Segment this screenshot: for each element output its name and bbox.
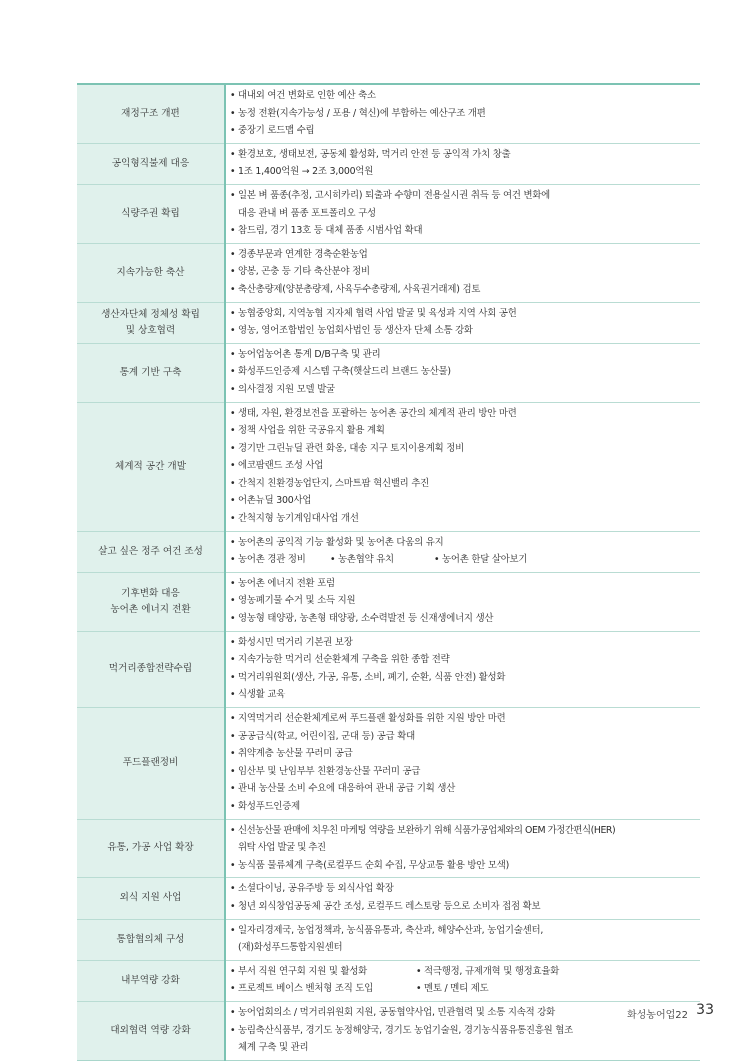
bullet-item: • 취약계층 농산물 꾸러미 공급 — [230, 748, 353, 760]
table-row — [77, 708, 700, 820]
bullet-item: • 영농형 태양광, 농촌형 태양광, 소수력발전 등 신재생에너지 생산 — [230, 613, 494, 625]
row-category: 기후변화 대응 농어촌 에너지 전환 — [77, 572, 225, 631]
bullet-item: • 경종부문과 연계한 경축순환농업 — [230, 248, 368, 260]
table-row — [77, 84, 700, 143]
bullet-item: • 어촌뉴딜 300사업 — [230, 495, 312, 507]
bullet-item: • 농어촌 경관 정비 — [230, 554, 306, 566]
bullet-item: • 화성시민 먹거리 기본권 보장 — [230, 636, 353, 648]
bullet-item: • 생태, 자원, 환경보전을 포괄하는 농어촌 공간의 체계적 관리 방안 마련 — [230, 407, 517, 419]
bullet-item: • 먹거리위원회(생산, 가공, 유통, 소비, 폐기, 순환, 식품 안전) 활성화 — [230, 671, 506, 683]
row-category: 외식 지원 사업 — [77, 878, 225, 919]
bullet-item: • 농촌협약 유치 — [330, 554, 394, 566]
bullet-item: • 중장기 로드맵 수립 — [230, 125, 315, 137]
table-row — [77, 402, 700, 531]
table-row — [77, 184, 700, 243]
bullet-item: • 간척지 친환경농업단지, 스마트팜 혁신밸리 추진 — [230, 477, 430, 489]
table-row — [77, 243, 700, 302]
bullet-item: • 농어촌 에너지 전환 포럼 — [230, 577, 335, 589]
bullet-item: • 농어촌 한달 살아보기 — [434, 554, 528, 566]
bullet-item: • 농어업회의소 / 먹거리위원회 지원, 공동협약사업, 민관협력 및 소통 지속적 강화 — [230, 1006, 555, 1018]
table-row — [77, 960, 700, 1001]
bullet-item: • 1조 1,400억원 → 2조 3,000억원 — [230, 166, 374, 178]
bullet-item: • 관내 농산물 소비 수요에 대응하여 관내 공급 기획 생산 — [230, 783, 456, 795]
bullet-item: • 농림축산식품부, 경기도 농정해양국, 경기도 농업기술원, 경기농식품유통진흥원 협조 체계 구축 및 관리 — [230, 1024, 573, 1054]
table-row — [77, 572, 700, 631]
table-row — [77, 819, 700, 878]
bullet-item: • 지속가능한 먹거리 선순환체계 구축을 위한 종합 전략 — [230, 654, 450, 666]
bullet-item: • 프로젝트 베이스 벤처형 조직 도입 — [230, 983, 374, 995]
bullet-item: • 대내외 여건 변화로 인한 예산 축소 — [230, 90, 376, 101]
table-row — [77, 1001, 700, 1060]
bullet-item: • 간척지형 농기계임대사업 개선 — [230, 513, 359, 525]
row-category: 통계 기반 구축 — [77, 343, 225, 402]
table-row — [77, 531, 700, 572]
bullet-item: • 부서 직원 연구회 지원 및 활성화 — [230, 965, 368, 977]
table-row — [77, 631, 700, 707]
page-number: 33 — [696, 1002, 714, 1018]
row-category: 통합협의체 구성 — [77, 919, 225, 960]
bullet-item: • 소셜다이닝, 공유주방 등 외식사업 확장 — [230, 883, 394, 895]
bullet-item: • 적극행정, 규제개혁 및 행정효율화 — [416, 965, 560, 977]
bullet-item: • 공공급식(학교, 어린이집, 군대 등) 공급 확대 — [230, 730, 415, 742]
bullet-item: • 멘토 / 멘티 제도 — [416, 983, 489, 995]
table-row — [77, 343, 700, 402]
row-category: 체계적 공간 개발 — [77, 402, 225, 531]
row-category: 유통, 가공 사업 확장 — [77, 819, 225, 878]
bullet-item: • 영농폐기물 수거 및 소득 지원 — [230, 595, 356, 607]
bullet-item: • 축산총량제(양분총량제, 사육두수총량제, 사육권거래제) 검토 — [230, 283, 481, 295]
bullet-item: • 경기만 그린뉴딜 관련 화옹, 대송 지구 토지이용계획 정비 — [230, 442, 464, 454]
row-category: 살고 싶은 정주 여건 조성 — [77, 531, 225, 572]
row-category: 먹거리종합전략수립 — [77, 631, 225, 707]
bullet-item: • 에코팜랜드 조성 사업 — [230, 460, 324, 472]
bullet-item: • 청년 외식창업공동체 공간 조성, 로컬푸드 레스토랑 등으로 소비자 접점 확보 — [230, 900, 541, 912]
bullet-item: • 식생활 교육 — [230, 689, 286, 701]
bullet-item: • 일자리경제국, 농업정책과, 농식품유통과, 축산과, 해양수산과, 농업기술센터, (재)화성푸드통합지원센터 — [230, 924, 544, 954]
row-category: 재정구조 개편 — [77, 84, 225, 143]
bullet-item: • 농어업농어촌 통계 D/B구축 및 관리 — [230, 348, 381, 360]
bullet-item: • 정책 사업을 위한 국공유지 활용 계획 — [230, 425, 385, 437]
bullet-item: • 농협중앙회, 지역농협 지자체 협력 사업 발굴 및 육성과 지역 사회 공헌 — [230, 307, 517, 319]
bullet-item: • 일본 벼 품종(추정, 고시히카리) 퇴출과 수향미 전용실시권 취득 등 여건 변화에 대응 관내 벼 품종 포트폴리오 구성 — [230, 189, 551, 219]
row-category: 생산자단체 정체성 확립 및 상호협력 — [77, 302, 225, 343]
row-category: 공익형직불제 대응 — [77, 143, 225, 184]
table-row — [77, 919, 700, 960]
table-row — [77, 878, 700, 919]
row-category: 푸드플랜정비 — [77, 708, 225, 820]
row-category: 대외협력 역량 강화 — [77, 1001, 225, 1060]
bullet-item: • 의사결정 지원 모델 발굴 — [230, 383, 335, 395]
bullet-item: • 화성푸드인증제 — [230, 800, 300, 812]
bullet-item: • 임산부 및 난임부부 친환경농산물 꾸러미 공급 — [230, 765, 421, 777]
bullet-item: • 환경보호, 생태보전, 공동체 활성화, 먹거리 안전 등 공익적 가치 창출 — [230, 148, 511, 160]
row-category: 식량주권 확립 — [77, 184, 225, 243]
policy-table — [77, 83, 700, 1061]
publication-label: 화성농어업22 — [626, 1010, 688, 1021]
bullet-item: • 지역먹거리 선순환체계로써 푸드플랜 활성화를 위한 지원 방안 마련 — [230, 713, 506, 724]
bullet-item: • 영농, 영어조합법인 농업회사법인 등 생산자 단체 소통 강화 — [230, 325, 473, 337]
bullet-item: • 신선농산물 판매에 치우친 마케팅 역량을 보완하기 위해 식품가공업체와의 OEM 가정간편식(HER) 위탁 사업 발굴 및 추진 — [230, 824, 616, 854]
row-category: 내부역량 강화 — [77, 960, 225, 1001]
table-row — [77, 302, 700, 343]
bullet-item: • 농식품 물류체계 구축(로컬푸드 순회 수집, 무상교통 활용 방안 모색) — [230, 859, 510, 871]
bullet-item: • 농정 전환(지속가능성 / 포용 / 혁신)에 부합하는 예산구조 개편 — [230, 107, 486, 119]
bullet-item: • 양봉, 곤충 등 기타 축산분야 정비 — [230, 266, 370, 278]
bullet-item: • 농어촌의 공익적 기능 활성화 및 농어촌 다움의 유지 — [230, 536, 444, 548]
bullet-item: • 참드림, 경기 13호 등 대체 품종 시범사업 확대 — [230, 225, 423, 237]
row-category: 지속가능한 축산 — [77, 243, 225, 302]
table-row — [77, 143, 700, 184]
bullet-item: • 화성푸드인증제 시스템 구축(햇살드리 브랜드 농산물) — [230, 366, 451, 378]
